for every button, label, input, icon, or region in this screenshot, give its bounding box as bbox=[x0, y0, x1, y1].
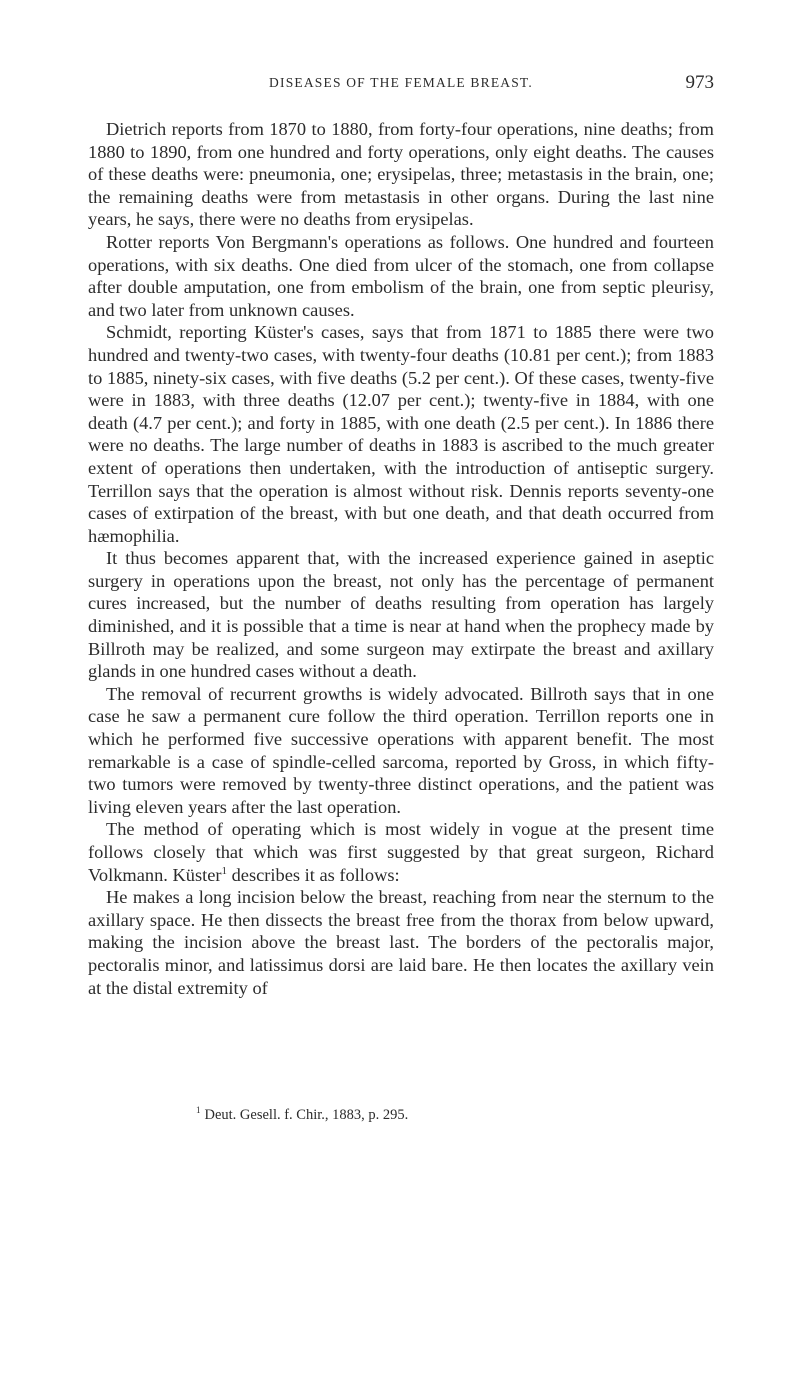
paragraph-method bbox=[88, 818, 714, 886]
footnote-text: Deut. Gesell. f. Chir., 1883, p. 295. bbox=[204, 1107, 409, 1123]
page-number: 973 bbox=[685, 72, 714, 93]
paragraph-incision: He makes a long incision below the breast, reaching from near the sternum to the axillary space. He then dissects the breast free from the thorax from below upward, making the incision above the breast last. The borders of the pectoralis major, pectoralis minor, and latissimus dorsi are laid bare. He then locates the axillary vein at the distal extremity of bbox=[88, 887, 714, 998]
paragraph-method-text: The method of operating which is most widely in vogue at the present time follows closely that which was first suggested by that great surgeon, Richard Volkmann. Küster bbox=[88, 819, 714, 885]
footnote-reference: 1 bbox=[221, 864, 227, 877]
paragraph-dietrich: Dietrich reports from 1870 to 1880, from forty-four operations, nine deaths; from 1880 to 1890, from one hundred and forty operations, only eight deaths. The causes of these deaths were: pneumonia, one; erysipelas, three; metastasis in the brain, one; the remaining deaths were from metastasis in other organs. During the last nine years, he says, there were no deaths from erysipelas. bbox=[88, 119, 714, 230]
running-head: DISEASES OF THE FEMALE BREAST. bbox=[269, 75, 533, 90]
footnote bbox=[88, 1106, 714, 1124]
paragraph-aseptic-surgery: It thus becomes apparent that, with the increased experience gained in aseptic surgery in operations upon the breast, not only has the percentage of permanent cures increased, but the number of deaths resulting from operation has largely diminished, and it is possible that a time is near at hand when the prophecy made by Billroth may be realized, and some surgeon may extirpate the breast and axillary glands in one hundred cases without a death. bbox=[88, 548, 714, 682]
paragraph-schmidt: Schmidt, reporting Küster's cases, says that from 1871 to 1885 there were two hundred and twenty-two cases, with twenty-four deaths (10.81 per cent.); from 1883 to 1885, ninety-six cases, with five deaths (5.2 per cent.). Of these cases, twenty-five were in 1883, with three deaths (12.07 per cent.); twenty-five in 1884, with one death (4.7 per cent.); and forty in 1885, with one death (2.5 per cent.). In 1886 there were no deaths. The large number of deaths in 1883 is ascribed to the much greater extent of operations then undertaken, with the introduction of antiseptic surgery. Terrillon says that the operation is almost without risk. Dennis reports seventy-one cases of extirpation of the breast, with but one death, and that death occurred from hæmophilia. bbox=[88, 322, 714, 546]
paragraph-recurrent-growths: The removal of recurrent growths is widely advocated. Billroth says that in one case he saw a permanent cure follow the third operation. Terrillon reports one in which he performed five successive operations with apparent benefit. The most remarkable is a case of spindle-celled sarcoma, reported by Gross, in which fifty-two tumors were removed by twenty-three distinct operations, and the patient was living eleven years after the last operation. bbox=[88, 683, 714, 817]
footnote-marker: 1 bbox=[196, 1105, 201, 1116]
page-header bbox=[88, 72, 714, 97]
paragraph-rotter: Rotter reports Von Bergmann's operations as follows. One hundred and fourteen operations, with six deaths. One died from ulcer of the stomach, one from collapse after double amputation, one from embolism of the brain, one from septic pleurisy, and two later from unknown causes. bbox=[88, 231, 714, 320]
paragraph-method-text-end: describes it as follows: bbox=[227, 864, 400, 885]
body-text bbox=[88, 118, 714, 999]
